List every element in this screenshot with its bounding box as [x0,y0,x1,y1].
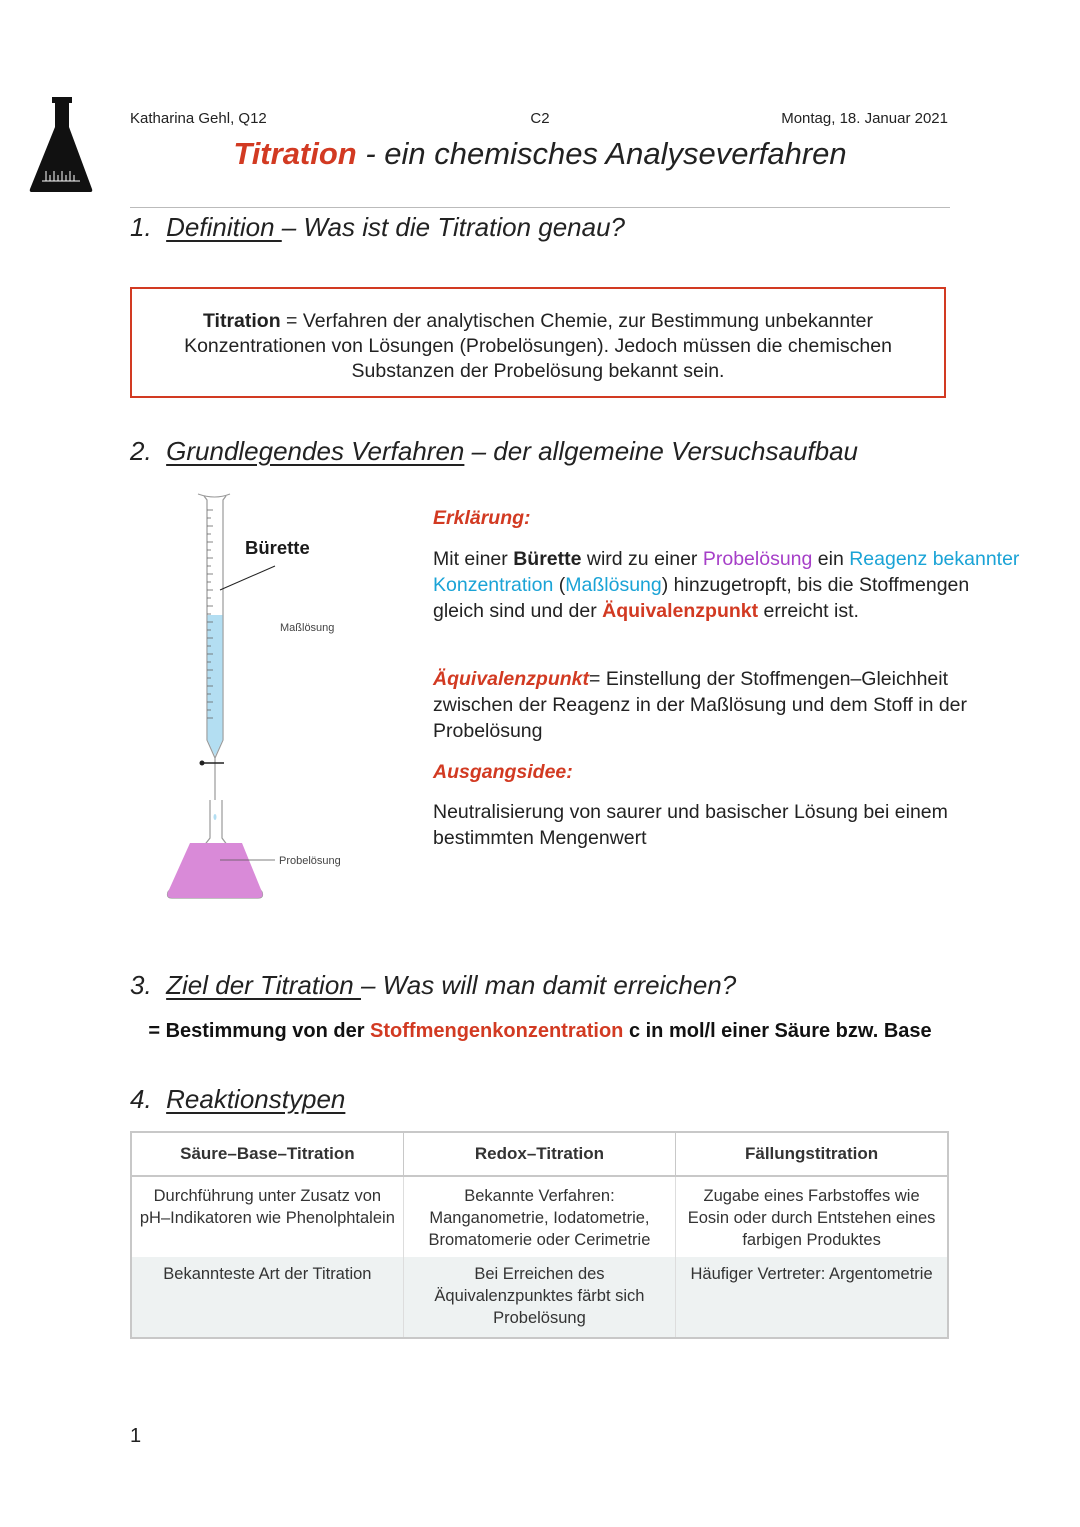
header-date: Montag, 18. Januar 2021 [781,110,948,127]
section3-title: Ziel der Titration [166,970,361,1000]
divider [130,207,950,208]
definition-term: Titration [202,310,281,332]
section3-num: 3. [130,970,152,1000]
idea-title: Ausgangsidee: [433,761,573,783]
equivalence-text: = Einstellung der Stoffmengen–Gleichheit zwischen der Reagenz in der Maßlösung und dem Stoff in der Probelösung [433,668,968,742]
section2-num: 2. [130,436,152,466]
explain-text-1: Mit einer [433,548,514,570]
table-cell: Bekannteste Art der Titration [131,1257,403,1338]
explain-massloesung: Maßlösung [565,574,662,596]
definition-box [130,287,946,398]
table-header-row [131,1132,948,1176]
header-code: C2 [530,110,550,127]
section1-heading [130,212,625,243]
header-author: Katharina Gehl, Q12 [130,110,267,127]
burette-label: Bürette [245,537,310,558]
section2-title: Grundlegendes Verfahren [166,436,465,466]
table-row [131,1176,948,1257]
explain-text-3: ein [812,548,850,570]
title-main: Titration [233,136,357,171]
section1-subtitle: – Was ist die Titration genau? [281,212,626,242]
table-row [131,1257,948,1338]
explain-burette: Bürette [513,548,582,570]
goal-text-2: c in mol/l einer Säure bzw. Base [623,1020,932,1042]
column-header: Säure–Base–Titration [131,1132,403,1176]
equivalence-definition [433,666,1023,744]
explanation-text [433,546,1023,624]
column-header: Fällungstitration [676,1132,948,1176]
section4-num: 4. [130,1084,152,1114]
page-number: 1 [130,1425,142,1447]
explain-probeloesung: Probelösung [702,548,813,570]
table-cell: Bei Erreichen des Äquivalenzpunktes färbt sich Probelösung [403,1257,675,1338]
explain-text-4: ( [553,574,566,596]
table-cell: Bekannte Verfahren: Manganometrie, Iodatometrie, Bromatomerie oder Cerimetrie [403,1176,675,1257]
explain-text-2: wird zu einer [581,548,703,570]
title-rest: - ein chemisches Analyseverfahren [356,136,847,171]
section3-heading [130,970,736,1001]
section4-heading [130,1084,345,1115]
goal-concentration: Stoffmengenkonzentration [370,1020,624,1042]
explain-text-5: ) hinzugetropft, bis die Stoffmengen gleich sind und der [433,574,970,622]
definition-text: = Verfahren der analytischen Chemie, zur Bestimmung unbekannter Konzentrationen von Lösungen (Probelösungen). Jedoch müssen die chemischen Substanzen der Probelösung bekannt sein. [184,310,892,382]
section1-title: Definition [166,212,282,242]
idea-text: Neutralisierung von saurer und basischer Lösung bei einem bestimmten Mengenwert [433,801,948,849]
reaction-types-table [130,1131,949,1339]
explain-reagenz: Reagenz bekannter Konzentration [433,548,1020,596]
table-cell: Häufiger Vertreter: Argentometrie [676,1257,948,1338]
page-title [0,136,1080,172]
section1-num: 1. [130,212,152,242]
section4-title: Reaktionstypen [166,1084,346,1114]
sample-label: Probelösung [279,855,341,867]
column-header: Redox–Titration [403,1132,675,1176]
explain-text-6: erreicht ist. [758,600,859,622]
equivalence-term: Äquivalenzpunkt [433,668,590,690]
table-cell: Zugabe eines Farbstoffes wie Eosin oder durch Entstehen eines farbigen Produktes [687,1187,936,1249]
table-cell: Durchführung unter Zusatz von pH–Indikatoren wie Phenolphtalein [131,1176,403,1257]
section2-subtitle: – der allgemeine Versuchsaufbau [464,436,859,466]
section3-subtitle: – Was will man damit erreichen? [360,970,737,1000]
titrant-label: Maßlösung [280,622,335,634]
goal-text [140,1018,940,1045]
explanation-title: Erklärung: [433,507,531,529]
explain-aequivalenzpunkt: Äquivalenzpunkt [602,600,759,622]
section2-heading [130,436,858,467]
goal-text-1: = Bestimmung von der [148,1020,371,1042]
